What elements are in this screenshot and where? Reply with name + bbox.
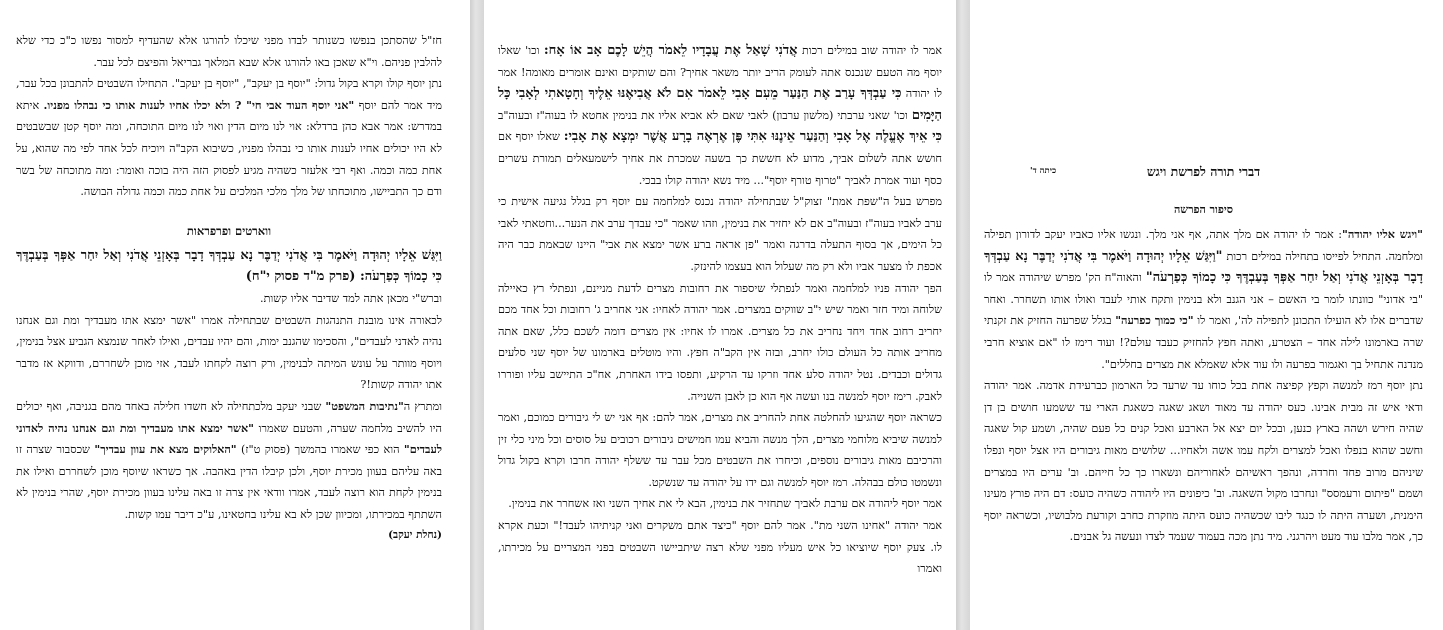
verse-quote: כִּי אֵיךְ אֶעֱלֶה אֶל אָבִי וְהַנַּעַר אֵינֶנּוּ אִתִּי פֶּן אֶרְאֶה בָרָע אֲשֶׁר יִמְצָא אֶת אָבִי: [563, 129, 942, 145]
paragraph: אמר יהודה "אחינו השני מת". אמר להם יוסף "כיצד אתם משקרים ואני קניתיהו לעבד!" וכעת אקרא לו. צעק יוסף שיוציאו כל איש מעליו מפני שלא רצה שיתביישו השבטים בפני המצריים על מכירתו, ואמרו [498, 519, 942, 576]
verse-quote: "וַיִּגַּשׁ אֵלָיו יְהוּדָה וַיֹּאמֶר בִּי אֲדֹנִי יְדַבֶּר נָא עַבְדְּךָ דָבָר בְּאָזְנֵי אֲדֹנִי וְאַל יִחַר אַפְּךָ בְּעַבְדֶּךָ כִּי כָמוֹךָ כְּפַרְעֹה" [984, 248, 1423, 286]
paragraph: הפך יהודה פניו למלחמה ואמר לנפתלי שיספור את רחובות מצרים לדעת מניינם, ונפתלי רץ כאיילה שלוחה ומיד חזר ואמר שיש י"ב שווקים במצרים. אמר יהודה לאחיו: אני אחריב ג' רחובות וכל אחד מכם יחריב רחוב אחד ויחד נחריב את כל מצרים. אמרו לו אחיו: אין מצרים דומה לשכם כלל, שאם אתה מחריב אותה כל העולם כולו יחרב, ובזה אין הקב"ה חפץ. והיו מוטלים בארמונו של יוסף שני סלעים גדולים וכבדים. נטל יהודה סלע אחד וזרקו עד הרקיע, ותפסו בידו האחרת, אח"כ התיישב עליו ופוררו לאבק. רימז יוסף למנשה בנו ועשה אף הוא כן לאבן השנייה. [498, 281, 942, 403]
text-span: שכסבור שצרה זו באה עליהם בעוון מכירת יוסף, ולכן קיבלו הדין באהבה. אך כשראו שיוסף מוכן לשחררם ואילו את בנימין לקחת הוא רוצה לעבד, אמרו וודאי אין צרה זו באה עלינו בעוון מכירת יוסף, שהרי בנימין לא השתתף במכירתו, ומכיוון שכן לא בא עלינו בחטאינו, ע"כ דיבר עמו קשות. [16, 443, 442, 521]
quote-bold: "ויגש אליו יהודה" [1342, 227, 1424, 241]
paragraph [984, 224, 1423, 375]
quote-bold: "אשר ימצא אתו מעבדיך ומת וגם אנחנו נהיה לאדוני לעבדים" [16, 420, 443, 457]
paragraph: לכאורה אינו מובנת התנהגות השבטים שבתחילה אמרו "אשר ימצא אתו מעבדיך ומת וגם אנחנו נהיה לאדני לעבדים", והסכימו שהגנב ימות, והם יהיו עבדים, ואילו לאחר שנמצא הגביע אצל בנימין, ויוסף מוותר על עונש המיתה לבנימין, ורק רוצה לקחתו לעבד, אזי מוכן לשחררם, ודווקא אז מדבר אתו יהודה קשות!? [16, 313, 442, 392]
text-span: ומתרץ ה [403, 399, 442, 413]
text-span: שאלו יוסף אם חושש אתה לשלום אביך, מדוע לא חששת כך בשעה שמכרת את אחיך לישמעאלים תמורת עשרים כסף ועוד אמרת לאביך "טרוף טורף יוסף"... מיד נשא יהודה קולו בבכי. [498, 130, 942, 187]
text-span: והאוה"ח הק' מפרש שיהודה אמר לו "בי אדוני" כוונתו לומר בי האשם – אני הגנב ולא בנימין ותקח אותי לעבד ואולו אותו תשחרר. ואחר שדברים אלו לא הועילו התכונן לתפילה לה', ואמר לו [984, 271, 1424, 328]
page-header [984, 160, 1423, 184]
document-page-left [0, 0, 470, 630]
paragraph [16, 396, 442, 526]
text-span: בגלל שפרעה החזיק את זקנתי שרה בארמונו לילה אחד – הצטרע, ואתה חפץ להחזיק כעבד עולם?! ועוד רימז לו "אם אוציא חרבי מנדנה אתחיל בך ואגמור בפרעה ולו עוד אלא שאמלא את מצרים בחללים". [984, 314, 1423, 371]
paragraph [498, 40, 942, 191]
text-span: נתן יוסף קולו וקרא בקול גדול: "יוסף בן יעקב", "יוסף בן יעקב". התחילו השבטים להתבונן בכל עבר, מיד אמר להם יוסף [16, 77, 443, 112]
quote-bold: "אני יוסף העוד אבי חי" ? ולא יכלו אחיו לענות אותו כי נבהלו מפניו. [43, 97, 355, 112]
quote-bold: "האלוקים מצא את עוון עבדיך" [94, 442, 237, 457]
paragraph: מפרש בעל ה"שפת אמת" זצוק"ל שבתחילה יהודה נכנס למלחמה עם יוסף רק בגלל נגיעה אישית כי ערב לאביו בעוה"ז ובעוה"ב אם לא יחזיר את בנימין, וזהו שאמר "כי עבדך ערב את הנער...וחטאתי לאבי כל הימים, אך בסוף התעלה בדרגה ואמר "פן אראה ברע אשר ימצא את אבי" היינו שבאמת כבר היה אכפת לו מצער אביו ולא רק מה שעלול הוא בעצמו להינזק. [498, 195, 942, 273]
paragraph: נתן יוסף רמז למנשה וקפץ קפיצה אחת בכל כוחו עד שרעד כל הארמון כברעידת אדמה. אמר יהודה ודאי איש זה מבית אבינו. כעס יהודה עד מאוד ושאג שאגה כשאגת הארי עד ששמעו חושים בן דן שהיה חירש ושהה בארץ כנען, ובכל יום יצא אל הארבע ואכל קנים כל פעם שהיה, ושמע קול שאגה וחשב שהוא בנפלו ואכל למצרים ולקח עמו אשה ולאחיו... שלושים מאות גיבורים היו אצל יוסף ונפלו שיניהם מרוב פחד וחרדה, ונהפך ראשיהם לאחוריהם ונשארו כך כל חייהם. וב' ערים היו במצרים ושמם "פיתום ורעמסס" ונחרבו מקול השאגה. וב' כיפונים היו ליהודה כשהיה כועס: דם היה פורץ מעינו הימנית, ושערה היתה לו כנגד ליבו שכשהיה כועס היתה מוזקרת כחרב וקורעת מלבושיו, וכשראה יוסף כך, אמר מלבו עוד מעט ויהרגני. מיד נתן מכה בעמוד שעמד לצדו ונעשה גל אבנים. [984, 379, 1423, 544]
source-signature: (נחלת יעקב) [388, 529, 442, 542]
paragraph: כשראה יוסף שהגיעו להחלטה אחת להחריב את מצרים, אמר להם: אף אני יש לי גיבורים כמוכם, ואמר למנשה שיביא מלוחמי מצרים, הלך מנשה והביא עמו חמישים גיבורים רכובים על סוסים וכל מיני כלי זין והרכיבם מאות גיבורים נוספים, וכיחרו את השבטים מכל עבר עד ששלף יהודה חרבו וקרא בקול גדול ונשמטו כולם בבהלה. רמז יוסף למנשה וגם ידו על יהודה עד שנשקט. [498, 411, 942, 489]
text-span: וכו' שאלו יוסף מה הטעם שנכנס אתה לעומק הריב יותר משאר אחיך? והם שותקים ואינם אומרים מאומה! אמר לו יהודה [498, 44, 942, 101]
quote-bold: "כי כמוך כפרעה" [1115, 313, 1194, 328]
document-page-right [970, 0, 1443, 630]
text-span: : אמר לו יהודה אם מלך אתה, אף אני מלך. ונגשו אליו כאביו יעקב לדורון תפילה ומלחמה. התחיל לפייסו בתחילה במילים רכות [984, 228, 1424, 263]
text-span: איתא במדרש: אמר אבא כהן ברדלא: אוי לנו מיום הדין ואוי לנו מיום התוכחה, ומה יוסף קטן שבשבטים לא היו יכולים אחיו לענות אותו כי נבהלו מפניו, כשיבוא הקב"ה ויוכיח לכל אחד לפי מה שהוא, על אחת כמה וכמה. ואף רבי אלעזר כשהיה מגיע לפסוק הזה היה בוכה ואומר: ומה מתוכחה של בשר ודם כך התביישו, מתוכחתו של מלך מלכי המלכים על אחת כמה וכמה גדולה הבושה. [16, 98, 442, 199]
page-title: דברי תורה לפרשת ויגש [1146, 164, 1261, 179]
section-heading: ווארטים ופרפראות [186, 223, 272, 238]
text-span: שבני יעקב מלכתחילה לא חשדו חלילה באחד מהם בגניבה, ואף יכולים היו להשיב מלחמה שערה, והטעם שאמרו [16, 399, 442, 435]
text-span: אמר לו יהודה שוב במילים רכות [801, 44, 942, 57]
document-page-middle [484, 0, 956, 630]
section-heading: סיפור הפרשה [1173, 203, 1233, 216]
paragraph [16, 73, 442, 203]
verse-quote: וַיִּגַּשׁ אֵלָיו יְהוּדָה וַיֹּאמֶר בִּי אֲדֹנִי יְדַבֶּר נָא עַבְדְּךָ דָבָר בְּאָזְנֵי אֲדֹנִי וְאַל יִחַר אַפְּךָ בְּעַבְדֶּךָ כִּי כָמוֹךָ כְּפַרְעֹה: (פרק מ"ד פסוק י"ח) [16, 247, 442, 285]
verse-quote: אֲדֹנִי שָׁאַל אֶת עֲבָדָיו לֵאמֹר הֲיֵשׁ לָכֶם אָב אוֹ אָח: [543, 43, 798, 58]
page-gutter [470, 0, 484, 630]
paragraph: וברש"י מכאן אתה למד שדיבר אליו קשות. [260, 291, 442, 305]
text-span: הוא כפי שאמרו בהמשך (פסוק ט"ז) [241, 443, 400, 457]
paragraph: אמר יוסף ליהודה אם ערבת לאביך שתחזיר את בנימין, הבא לי את אחיך השני ואז אשחרר את בנימין. [508, 497, 942, 511]
page-gutter [956, 0, 970, 630]
grade-label: כיתה ד' [1030, 166, 1057, 176]
text-span: וכו' שאני ערבתי (מלשון ערבון) לאבי שאם לא אביא אליו את בנימין אחטא לו בעוה"ז ובעוה"ב [498, 108, 908, 122]
verse-quote: כִּי עַבְדְּךָ עָרַב אֶת הַנַּעַר מֵעִם אָבִי לֵאמֹר אִם לֹא אֲבִיאֶנּוּ אֵלֶיךָ וְחָטָאתִי לְאָבִי כָּל הַיָּמִים [498, 86, 942, 123]
source-name: "נתיבות המשפט" [325, 398, 404, 413]
paragraph: חז"ל שהסתכן בנפשו כשנותר לבדו מפני שיכלו להורגו אלא שהעדיף למסור נפשו כ"כ כדי שלא להלבין פניהם. וי"א שאכן באו להורגו אלא שבא המלאך גבריאל והפיצם לכל עבר. [16, 34, 442, 69]
